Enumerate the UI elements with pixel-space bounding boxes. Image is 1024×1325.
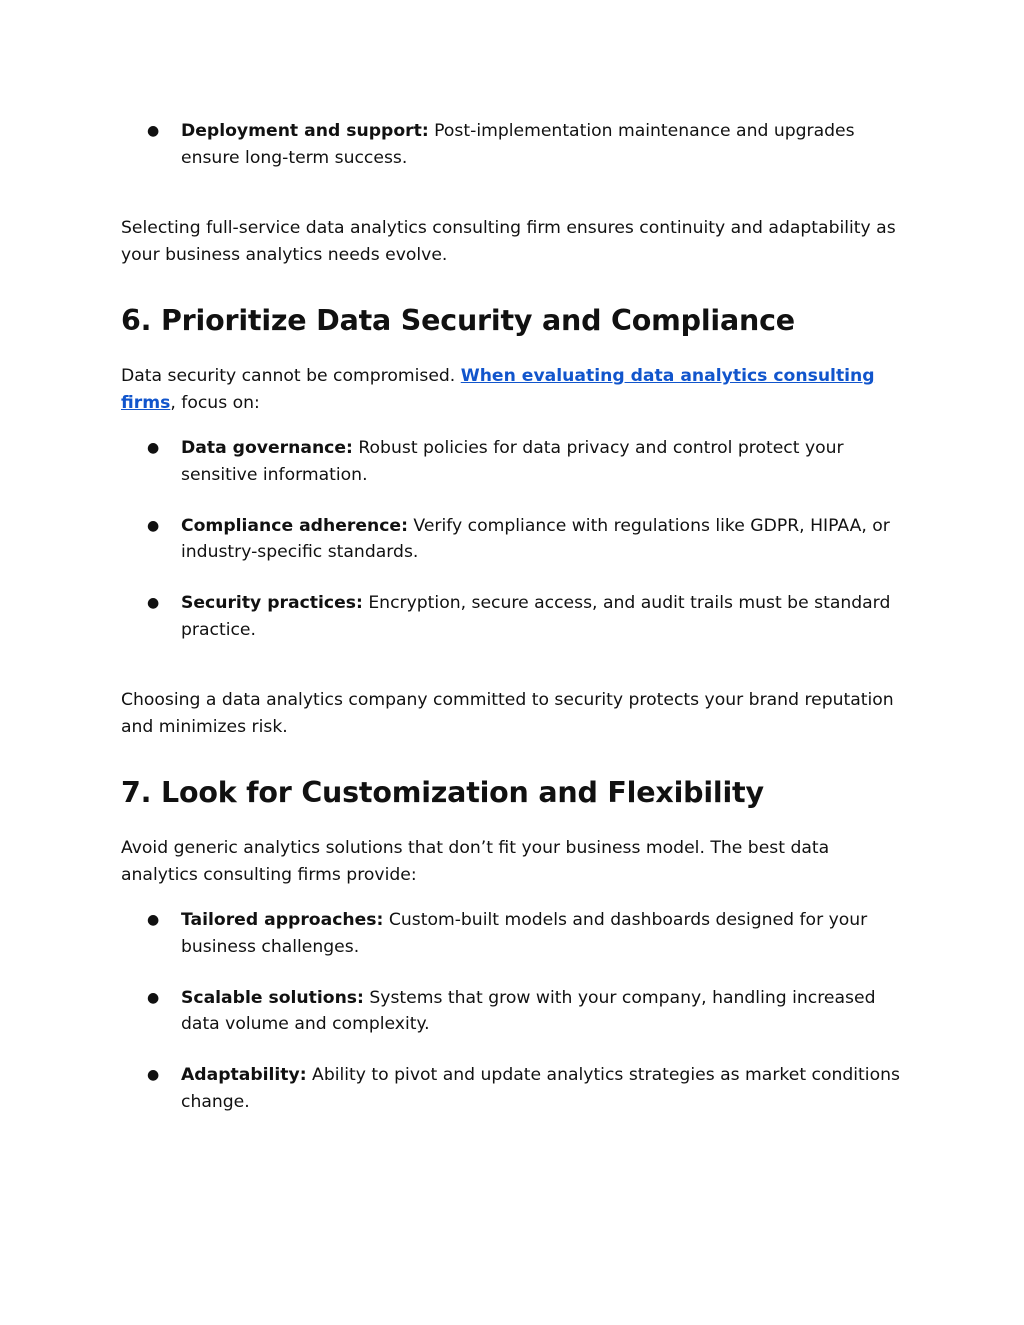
- section-6-bullet-list: [121, 435, 906, 643]
- list-item: [147, 435, 906, 488]
- list-item-term: Adaptability:: [181, 1065, 307, 1085]
- section-6-intro: [121, 363, 906, 416]
- list-item-text: Encryption, secure access, and audit trails must be standard practice.: [181, 593, 891, 640]
- bullet-icon: ●: [147, 123, 160, 139]
- bullet-icon: ●: [147, 595, 160, 611]
- intro-bullet-list: [121, 118, 906, 171]
- list-item-text: Custom-built models and dashboards designed for your business challenges.: [181, 910, 868, 957]
- list-item-text: Ability to pivot and update analytics strategies as market conditions change.: [181, 1065, 900, 1112]
- section-6-intro-text: Data security cannot be compromised.: [121, 366, 461, 386]
- list-item: [147, 907, 906, 960]
- list-item-term: Deployment and support:: [181, 121, 429, 141]
- evaluating-firms-link[interactable]: When evaluating data analytics consulting firms: [121, 366, 875, 413]
- list-item-text: Systems that grow with your company, handling increased data volume and complexity.: [181, 987, 876, 1034]
- list-item: [147, 1062, 906, 1115]
- section-6-closing: Choosing a data analytics company committed to security protects your brand reputation and minimizes risk.: [121, 690, 894, 737]
- section-7-intro: Avoid generic analytics solutions that don’t fit your business model. The best data analytics consulting firms provide:: [121, 838, 830, 885]
- list-item-term: Compliance adherence:: [181, 515, 408, 536]
- list-item-term: Scalable solutions:: [181, 987, 364, 1008]
- list-item: [147, 118, 906, 171]
- section-6-heading: 6. Prioritize Data Security and Compliance: [121, 304, 795, 337]
- bullet-icon: ●: [147, 517, 160, 534]
- list-item-text: Post-implementation maintenance and upgrades ensure long-term success.: [181, 121, 855, 168]
- section-7-heading: 7. Look for Customization and Flexibility: [121, 776, 764, 809]
- list-item: [147, 590, 906, 643]
- list-item: [147, 985, 906, 1038]
- document-content: [121, 118, 906, 1115]
- bullet-icon: ●: [147, 1067, 160, 1083]
- bullet-icon: ●: [147, 989, 160, 1006]
- list-item-term: Data governance:: [181, 438, 353, 458]
- list-item-text: Verify compliance with regulations like GDPR, HIPAA, or industry-specific standards.: [181, 515, 890, 562]
- section-6-intro-suffix: , focus on:: [170, 392, 260, 413]
- bullet-icon: ●: [147, 440, 160, 456]
- list-item-term: Tailored approaches:: [181, 910, 384, 930]
- list-item-term: Security practices:: [181, 593, 363, 613]
- intro-paragraph: Selecting full-service data analytics consulting firm ensures continuity and adaptability as your business analytics needs evolve.: [121, 218, 896, 265]
- section-7-bullet-list: [121, 907, 906, 1115]
- list-item: [147, 513, 906, 566]
- list-item-text: Robust policies for data privacy and control protect your sensitive information.: [181, 438, 844, 485]
- bullet-icon: ●: [147, 912, 160, 928]
